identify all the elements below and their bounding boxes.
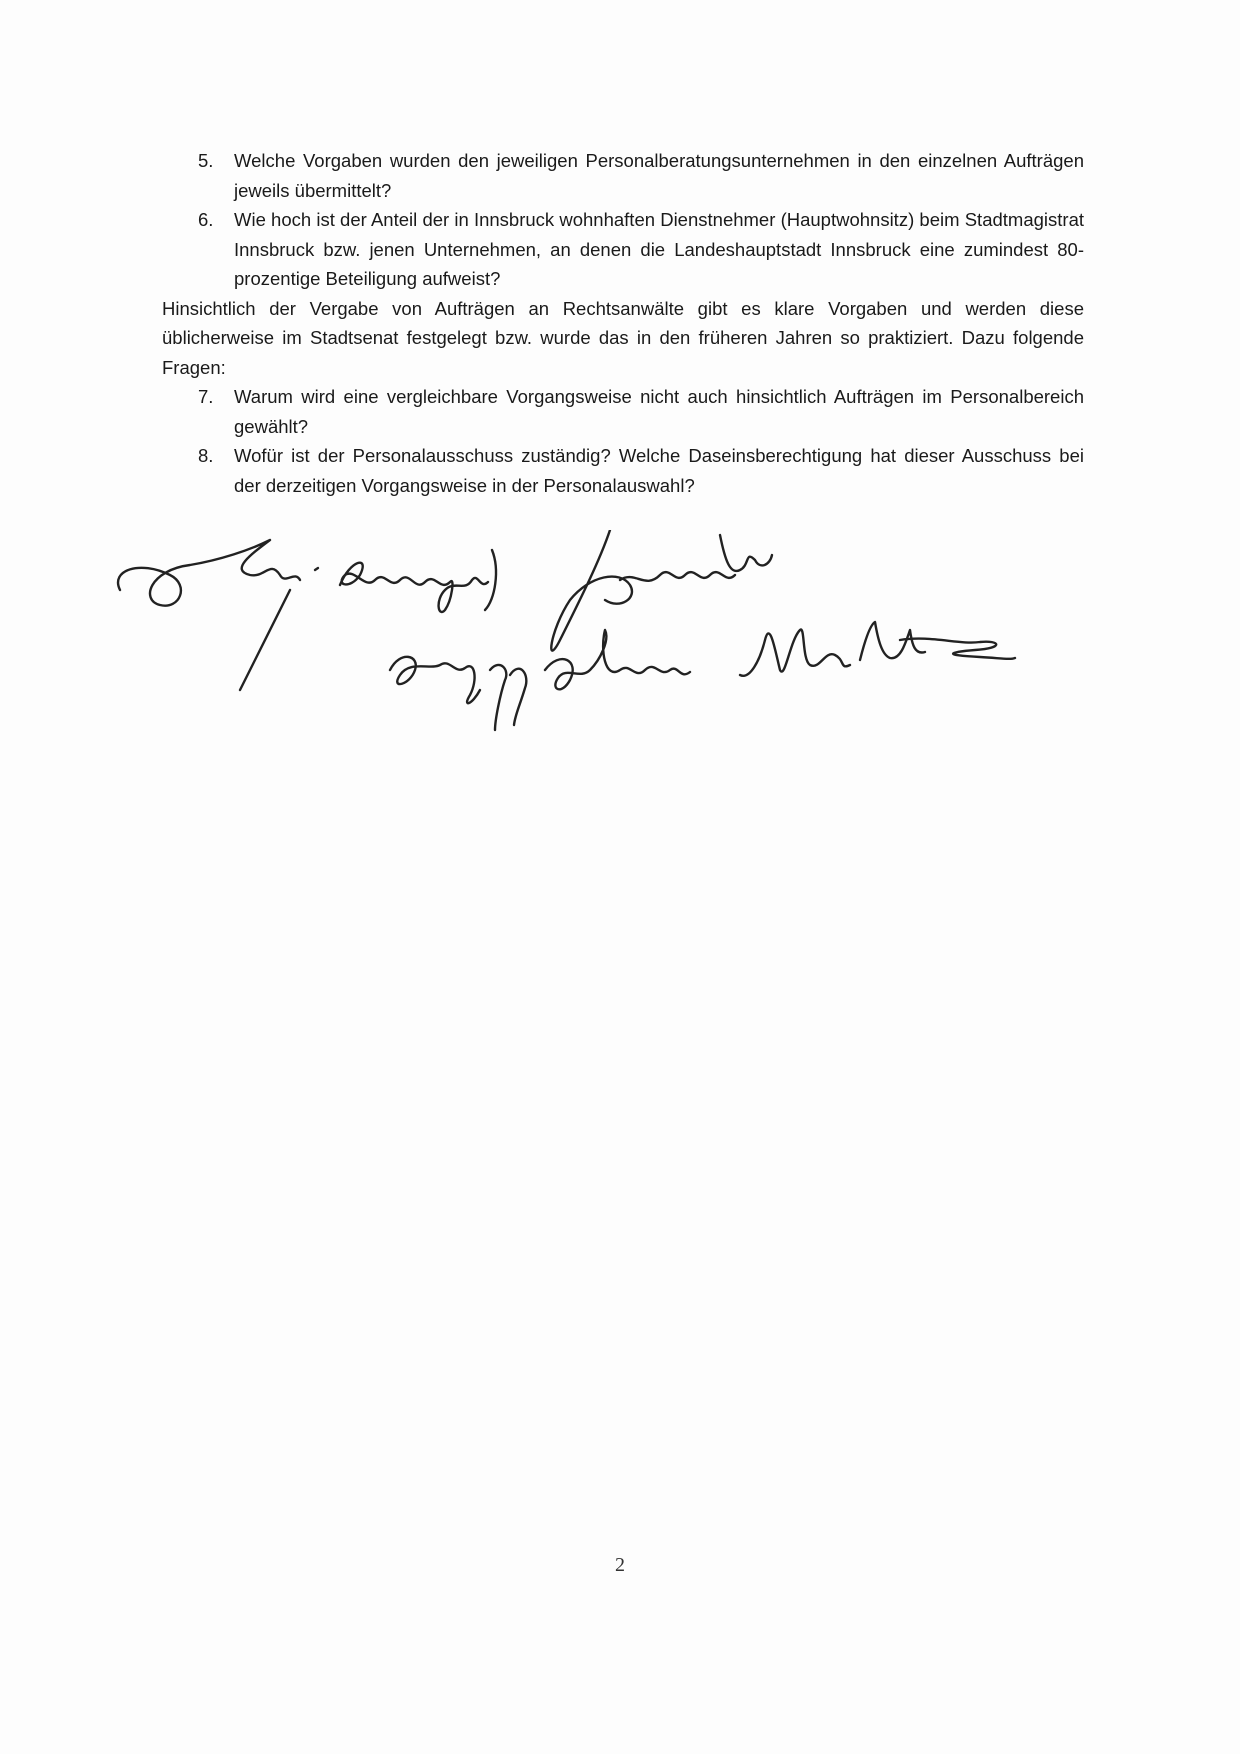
page-number: 2 <box>615 1554 625 1576</box>
list-item-text: Wie hoch ist der Anteil der in Innsbruck wohnhaften Dienstnehmer (Hauptwohnsitz) beim Stadtmagistrat Innsbruck bzw. jenen Unternehmen, an denen die Landeshauptstadt Innsbruck eine zumindest 80-prozentige Beteiligung aufweist? <box>234 209 1084 289</box>
list-item-text: Wofür ist der Personalausschuss zuständig? Welche Daseinsberechtigung hat dieser Ausschuss bei der derzeitigen Vorgangsweise in der Personalauswahl? <box>234 445 1084 496</box>
list-item-text: Warum wird eine vergleichbare Vorgangsweise nicht auch hinsichtlich Aufträgen im Personalbereich gewählt? <box>234 386 1084 437</box>
list-item <box>162 382 1084 441</box>
body-paragraph: Hinsichtlich der Vergabe von Aufträgen an Rechtsanwälte gibt es klare Vorgaben und werden diese üblicherweise im Stadtsenat festgelegt bzw. wurde das in den früheren Jahren so praktiziert. Dazu folgende Fragen: <box>162 297 1084 378</box>
list-item-text: Welche Vorgaben wurden den jeweiligen Personalberatungsunternehmen in den einzelnen Aufträgen jeweils übermittelt? <box>234 150 1084 201</box>
signature-area <box>100 530 1160 830</box>
handwritten-signature <box>390 630 690 730</box>
list-item-number: 8. <box>198 445 214 466</box>
list-item-number: 6. <box>198 209 214 230</box>
list-item <box>162 146 1084 205</box>
document-body <box>162 146 1084 500</box>
list-item-number: 5. <box>198 150 214 171</box>
list-item <box>162 205 1084 294</box>
list-item <box>162 441 1084 500</box>
list-item-number: 7. <box>198 386 214 407</box>
handwritten-signature <box>551 530 772 651</box>
signatures-image <box>100 530 1160 830</box>
handwritten-signature <box>118 540 496 690</box>
handwritten-signature <box>740 622 1015 676</box>
